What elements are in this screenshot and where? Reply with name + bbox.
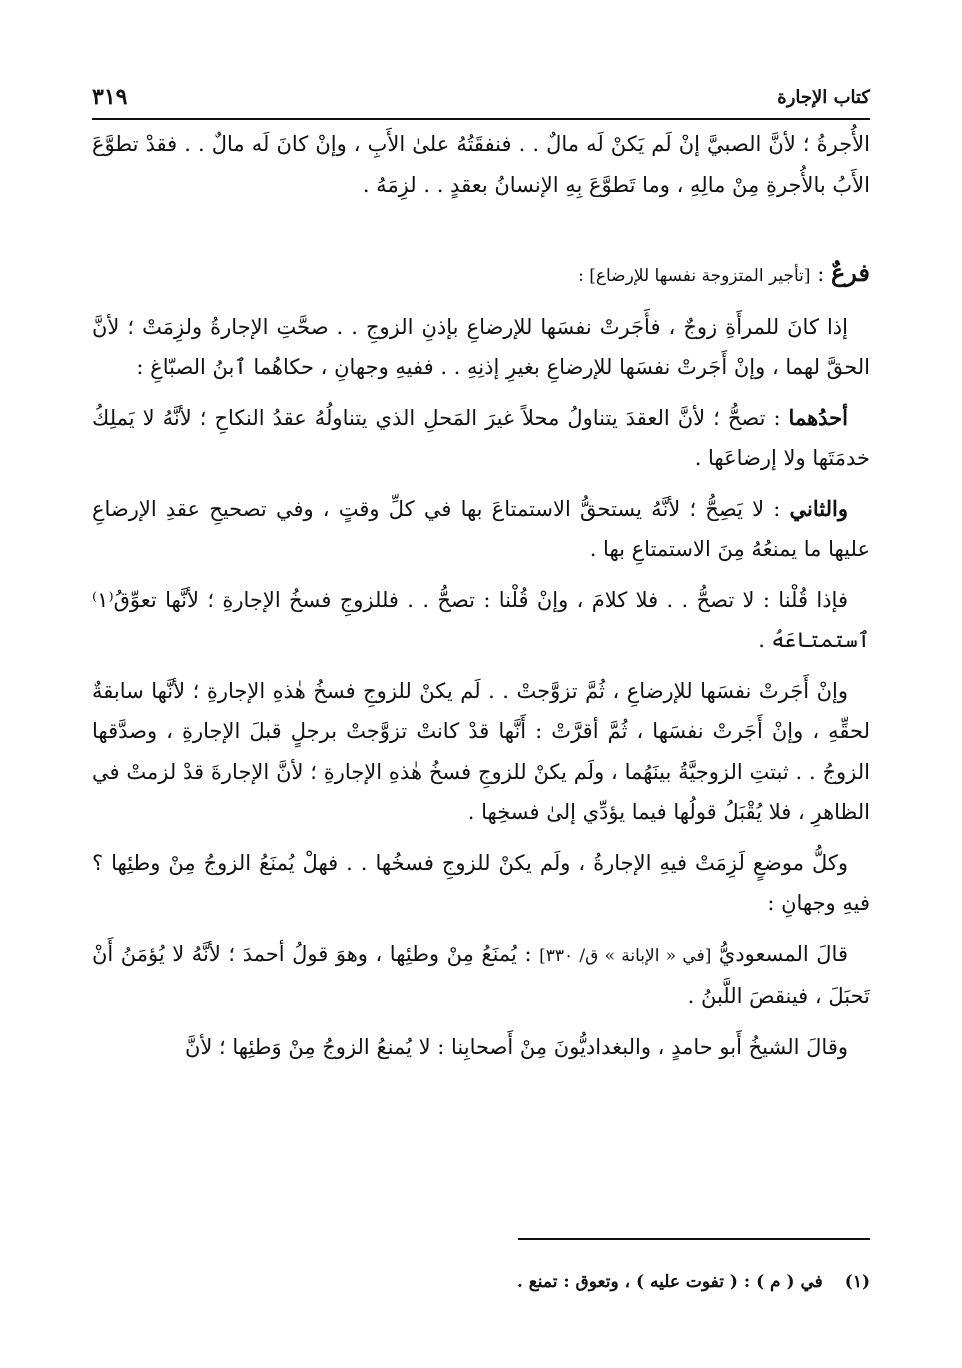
footnote-number: (١): [844, 1272, 870, 1292]
paragraph-3-lead: أحدُهما: [788, 404, 848, 430]
section-title: [تأجير المتزوجة نفسها للإرضاع] :: [578, 266, 811, 286]
paragraph-8-text-a: قالَ المسعوديُّ: [711, 941, 848, 966]
running-title: كتاب الإجارة: [777, 86, 870, 108]
paragraph-4-lead: والثاني: [789, 495, 848, 521]
section-label: فرعٌ: [830, 258, 870, 287]
paragraph-3-text: : تصحُّ ؛ لأنَّ العقدَ يتناولُ محلاً غيرَ المَحلِ الذي يتناولُهُ عقدُ النكاحِ ؛ لأنَّهُ لا يَملِكُ خدمَتَها ولا إرضاعَها .: [92, 405, 870, 470]
header-rule: [92, 118, 870, 120]
paragraph-8-reference: [في « الإبانة » ق/ ٣٣٠]: [539, 945, 712, 966]
paragraph-8: [92, 934, 870, 1017]
paragraph-9: وقالَ الشيخُ أَبو حامدٍ ، والبغداديُّونَ مِنْ أَصحابِنا : لا يُمنعُ الزوجُ مِنْ وَطئِها ؛ لأنَّ: [184, 1034, 848, 1059]
page-header: [92, 78, 870, 116]
section-heading: [92, 253, 870, 297]
section-separator: :: [810, 262, 831, 286]
paragraph-8-text-b: : يُمنَعُ مِنْ وطئِها ، وهوَ قولُ أحمدَ ؛ لأنَّهُ لا يُؤمَنُ أَنْ تَحبَلَ ، فينقصَ اللَّبنُ .: [92, 941, 870, 1008]
paragraph-5: فإذا قُلْنا : لا تصحُّ . . فلا كلامَ ، وإنْ قُلْنا : تصحُّ . . فللزوجِ فسخُ الإجارةِ ؛ لأنَّها تعوِّقُ⁽١⁾ ٱستمتاعَهُ .: [92, 587, 870, 652]
main-text: [92, 124, 870, 1077]
paragraph-4-text: : لا يَصِحُّ ؛ لأنَّهُ يستحقُّ الاستمتاعَ بها في كلِّ وقتٍ ، وفي تصحيحِ عقدِ الإرضاعِ عليها ما يمنعُهُ مِنَ الاستمتاعِ بها .: [92, 496, 870, 561]
footnote-text: في ( م ) : ( تفوت عليه ) ، وتعوق : تمنع .: [516, 1272, 823, 1292]
paragraph-2: إذا كانَ للمرأَةِ زوجٌ ، فأَجَرتْ نفسَها للإرضاعِ بإذنِ الزوجِ . . صحَّتِ الإجارةُ ولزِمَتْ ؛ لأنَّ الحقَّ لهما ، وإنْ أَجَرتْ نفسَها للإرضاعِ بغيرِ إذنِهِ . . ففيهِ وجهانِ ، حكاهُما ٱبنُ الصبّاغِ :: [92, 314, 870, 379]
footnote: [92, 1272, 870, 1292]
paragraph-4: [92, 489, 870, 570]
paragraph-3: [92, 398, 870, 479]
paragraph-7: وكلُّ موضعٍ لَزِمَتْ فيهِ الإجارةُ ، ولَم يكنْ للزوجِ فسخُها . . فهلْ يُمنَعُ الزوجُ مِنْ وطئِها ؟ فيهِ وجهانِ :: [92, 850, 870, 915]
paragraph-1: الأُجرةُ ؛ لأنَّ الصبيَّ إنْ لَم يَكنْ لَه مالٌ . . فنفقَتُهُ علىٰ الأَبِ ، وإنْ كانَ لَه مالٌ . . فقدْ تطوَّعَ الأَبُ بالأُجرةِ مِنْ مالِهِ ، وما تَطوَّعَ بِهِ الإنسانُ بعقدٍ . . لزِمَهُ .: [92, 132, 870, 197]
paragraph-6: وإنْ أَجَرتْ نفسَها للإرضاعِ ، ثُمَّ تزوَّجتْ . . لَم يكنْ للزوجِ فسخُ هٰذهِ الإجارةِ ؛ لأنَّها سابقةٌ لحقِّهِ ، وإنْ أَجَرتْ نفسَها ، ثُمَّ أقرَّتْ : أَنَّها قدْ كانتْ تزوَّجتْ برجلٍ قبلَ الإجارةِ ، وصدَّقها الزوجُ . . ثبتتِ الزوجيَّةُ بينَهُما ، ولَم يكنْ للزوجِ فسخُ هٰذهِ الإجارةِ ؛ لأنَّ الإجارةَ قدْ لزمتْ في الظاهرِ ، فلا يُقْبَلُ قولُها فيما يؤدِّي إلىٰ فسخِها .: [92, 678, 870, 824]
footnote-rule: [518, 1238, 870, 1240]
page-number: ٣١٩: [92, 84, 128, 110]
